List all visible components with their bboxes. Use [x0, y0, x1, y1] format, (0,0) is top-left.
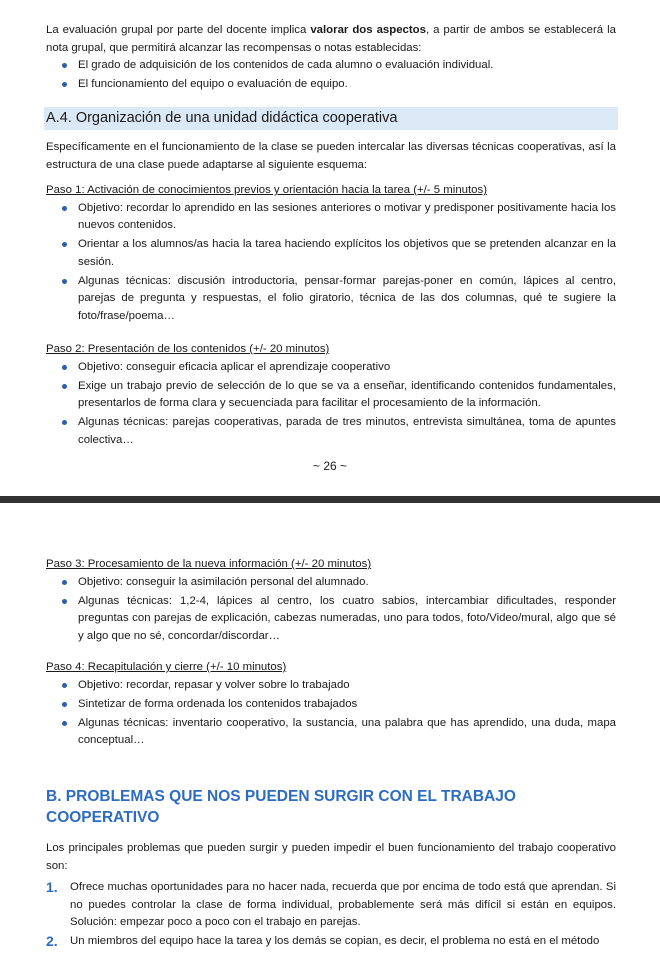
paso4-list [46, 677, 616, 750]
section-heading-b: B. PROBLEMAS QUE NOS PUEDEN SURGIR CON EL TRABAJO COOPERATIVO [46, 788, 516, 826]
step-title: Paso 2: Presentación de los contenidos (+/- 20 minutos) [46, 343, 330, 355]
bullet-icon [62, 702, 67, 707]
intro-bold: valorar dos aspectos [310, 24, 426, 36]
problems-list [46, 879, 616, 951]
bullet-icon [62, 384, 67, 389]
section-intro: Específicamente en el funcionamiento de la clase se pueden intercalar las diversas técnicas cooperativas, así la estructura de una clase puede adaptarse al siguiente esquema: [46, 141, 616, 171]
list-item: El grado de adquisición de los contenidos de cada alumno o evaluación individual. [46, 57, 616, 75]
bullet-icon [62, 580, 67, 585]
bullet-icon [62, 721, 67, 726]
section-a4-body [46, 139, 616, 174]
list-item: Sintetizar de forma ordenada los contenidos trabajados [46, 696, 616, 714]
list-item: Objetivo: recordar, repasar y volver sobre lo trabajado [46, 677, 616, 695]
intro-paragraph: La evaluación grupal por parte del docente implica valorar dos aspectos, a partir de ambos se establecerá la nota grupal, que permitirá alcanzar las recompensas o notas establecidas: El grado de adquisición de los contenidos de cada alumno o evaluación individual. El funcionamiento del equipo o evaluación de equipo. [46, 22, 616, 95]
list-item: Algunas técnicas: parejas cooperativas, parada de tres minutos, entrevista simultánea, toma de apuntes colectiva… [46, 414, 616, 449]
bullet-icon [62, 82, 67, 87]
step-title: Paso 3: Procesamiento de la nueva información (+/- 20 minutos) [46, 558, 372, 570]
paso3-list [46, 574, 616, 646]
page-number: ~ 26 ~ [312, 459, 348, 473]
bullet-icon [62, 242, 67, 247]
list-item: Algunas técnicas: 1,2-4, lápices al centro, los cuatro sabios, intercambiar dificultades, responder preguntas con parejas de explicación, cabezas numeradas, uno para todos, foto/Video/mural, algo que sé y algo que no sé, concordar/discordar… [46, 593, 616, 646]
bullet-icon [62, 599, 67, 604]
step-title: Paso 1: Activación de conocimientos previos y orientación hacia la tarea (+/- 5 minutos) [46, 184, 487, 196]
paso2 [46, 341, 616, 451]
step-title: Paso 4: Recapitulación y cierre (+/- 10 minutos) [46, 661, 287, 673]
bullet-icon [62, 420, 67, 425]
paso1 [46, 182, 616, 327]
list-item: El funcionamiento del equipo o evaluación de equipo. [46, 76, 616, 94]
list-item: Objetivo: conseguir eficacia aplicar el aprendizaje cooperativo [46, 359, 616, 377]
item-number: 1. [46, 879, 58, 895]
list-item: Objetivo: conseguir la asimilación personal del alumnado. [46, 574, 616, 592]
bullet-icon [62, 365, 67, 370]
bullet-icon [62, 206, 67, 211]
bullet-icon [62, 63, 67, 68]
paso3 [46, 556, 616, 647]
page-separator [0, 496, 660, 503]
list-item: Algunas técnicas: discusión introductoria, pensar-formar parejas-poner en común, lápices al centro, parejas de pregunta y respuestas, el folio giratorio, técnica de las dos columnas, qué te sugiere la foto/frase/poema… [46, 273, 616, 326]
paso2-list [46, 359, 616, 450]
paso4 [46, 659, 616, 751]
section-b-body [46, 840, 616, 952]
list-item: Orientar a los alumnos/as hacia la tarea haciendo explícitos los objetivos que se pretenden alcanzar en la sesión. [46, 236, 616, 271]
item-number: 2. [46, 933, 58, 949]
section-heading-a4: A.4. Organización de una unidad didáctica cooperativa [44, 107, 618, 130]
bullet-icon [62, 683, 67, 688]
list-item: Exige un trabajo previo de selección de lo que se va a enseñar, identificando contenidos fundamentales, presentarlos de forma clara y secuenciada para facilitar el procesamiento de la información. [46, 378, 616, 413]
list-item: 1. Ofrece muchas oportunidades para no hacer nada, recuerda que por encima de todo está que aprendan. Si no puedes controlar la clase de forma individual, probablemente será más difícil si están en equipos. Solución: empezar poco a poco con el trabajo en parejas. [46, 879, 616, 928]
section-b-intro: Los principales problemas que pueden surgir y pueden impedir el buen funcionamiento del trabajo cooperativo son: [46, 842, 616, 872]
list-item: 2. Un miembros del equipo hace la tarea y los demás se copian, es decir, el problema no está en el método [46, 933, 600, 949]
list-item: Objetivo: recordar lo aprendido en las sesiones anteriores o motivar y predisponer positivamente hacia los nuevos contenidos. [46, 200, 616, 235]
list-item: Algunas técnicas: inventario cooperativo, la sustancia, una palabra que has aprendido, una duda, mapa conceptual… [46, 715, 616, 750]
bullet-icon [62, 279, 67, 284]
paso1-list [46, 200, 616, 326]
intro-list [46, 57, 616, 94]
